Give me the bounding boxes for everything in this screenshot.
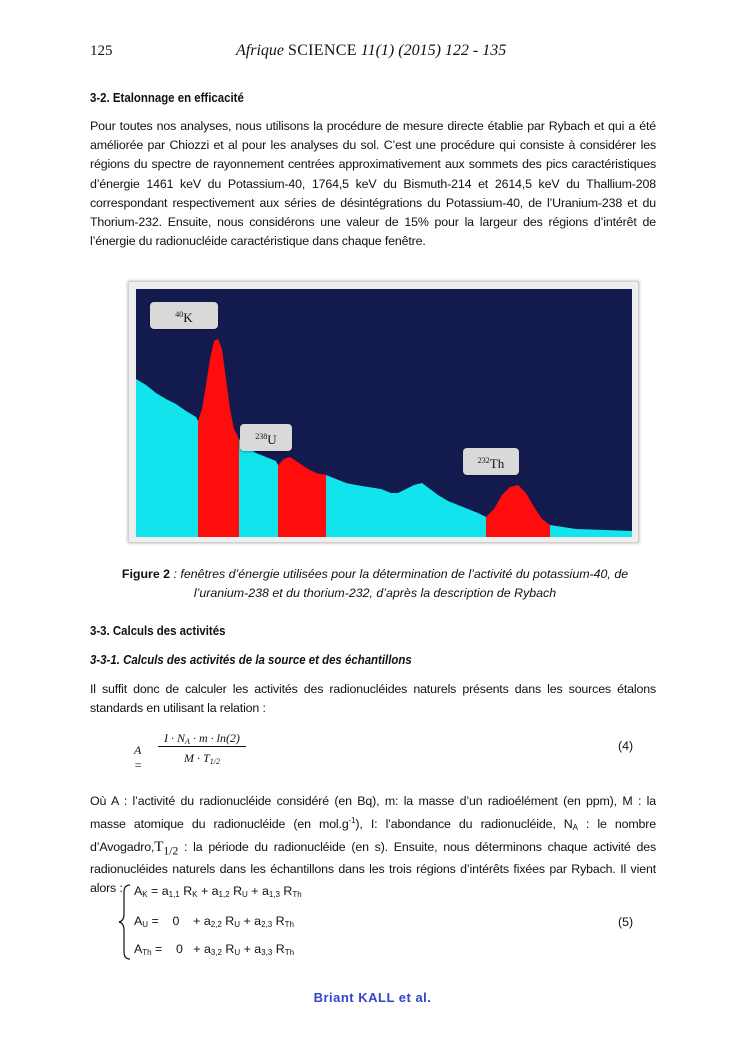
- equation-subscript: 2,3: [261, 920, 273, 929]
- journal-name: SCIENCE: [288, 42, 357, 59]
- equation-term: R: [229, 884, 243, 898]
- equation-term: = a: [147, 884, 169, 898]
- journal-header: [236, 42, 506, 60]
- equation-term: R: [272, 942, 285, 956]
- equation-term: A: [134, 884, 143, 898]
- label-thorium-232: $^{232}$Th: [463, 448, 519, 475]
- equation-term: + a: [240, 914, 262, 928]
- journal-italic: Afrique: [236, 42, 284, 59]
- equation-term: R: [272, 914, 285, 928]
- equation-term: = 0 + a: [148, 914, 211, 928]
- section-heading-3-2: 3-2. Etalonnage en efficacité: [90, 90, 244, 105]
- label-uranium-238: $^{238}$U: [240, 424, 292, 451]
- eq4-denominator: $M \cdot T_{1/2}$: [184, 751, 220, 766]
- equation-row-k: [134, 884, 302, 899]
- equation-subscript: 1,3: [268, 890, 280, 899]
- equation-subscript: U: [234, 948, 241, 957]
- equation-4-number: (4): [618, 739, 634, 753]
- label-potassium-40: $^{40}$K: [150, 302, 218, 329]
- journal-ref: 11(1) (2015) 122 - 135: [360, 42, 507, 59]
- eq4-numerator: $I \cdot N_A \cdot m \cdot \ln(2)$: [158, 731, 246, 747]
- equation-subscript: Th: [284, 920, 294, 929]
- figure-caption: [110, 565, 640, 602]
- equation-subscript: U: [142, 920, 149, 929]
- equation-term: R: [221, 914, 235, 928]
- equation-subscript: K: [192, 890, 198, 899]
- equation-term: R: [221, 942, 235, 956]
- caption-text: : fenêtres d’énergie utilisées pour la détermination de l’activité du potassium-40, de l’uranium-238 et du thorium-232, d’après la description de Rybach: [170, 567, 629, 600]
- brace-icon: [118, 884, 132, 960]
- equation-term: + a: [197, 884, 219, 898]
- caption-label: Figure 2: [121, 567, 171, 581]
- equation-subscript: Th: [142, 948, 152, 957]
- equation-term: + a: [240, 942, 262, 956]
- equation-subscript: 2,2: [210, 920, 222, 929]
- equation-term: A: [134, 942, 143, 956]
- equation-subscript: Th: [284, 948, 295, 957]
- equation-row-th: [134, 942, 294, 957]
- equation-row-u: [134, 914, 294, 929]
- figure-spectrum: [128, 281, 639, 543]
- equation-subscript: 1,2: [218, 890, 230, 899]
- page-number: 125: [90, 43, 113, 59]
- equation-subscript: 1,1: [168, 890, 180, 899]
- eq4-lhs: A =: [134, 743, 143, 772]
- equation-term: = 0 + a: [151, 942, 211, 956]
- equation-term: A: [134, 914, 143, 928]
- equation-subscript: 3,3: [261, 948, 273, 957]
- footer-authors: Briant KALL et al.: [313, 990, 432, 1005]
- equation-subscript: K: [142, 890, 148, 899]
- equation-subscript: 3,2: [210, 948, 222, 957]
- equation-term: R: [279, 884, 293, 898]
- paragraph-etalonnage: Pour toutes nos analyses, nous utilisons la procédure de mesure directe établie par Rybach et qui a été améliorée par Chiozzi et al pour les analyses du sol. C’est une procédure qui consiste à considérer les régions du spectre de rayonnement centrées approximativement aux sommets des pics caractéristiques d’énergie 1461 keV du Potassium-40, 1764,5 keV du Bismuth-214 et 2614,5 keV du Thallium-208 correspondant respectivement aux séries de désintégrations du Potassium-40, de l’Uranium-238 et du Thorium-232. Ensuite, nous considérons une valeur de 15% pour la largeur des régions d’intérêt de l’énergie du radionucléide caractéristique dans chaque fenêtre.: [90, 119, 656, 249]
- equation-subscript: U: [234, 920, 241, 929]
- equation-subscript: U: [242, 890, 248, 899]
- equation-5-number: (5): [618, 915, 634, 929]
- equation-term: + a: [247, 884, 269, 898]
- paragraph-intro: Il suffit donc de calculer les activités des radionucléides naturels présents dans les sources étalons standards en utilisant la relation :: [90, 682, 656, 716]
- paragraph-definitions: Où A : l’activité du radionucléide considéré (en Bq), m: la masse d’un radioélément (en ppm), M : la masse atomique du radionucléide (en $mol.g^{-1}$), I: l’abondance du radionucléide, $N_A$ : le nombre $d’Avogadro,T_{1/2}$ : la période du radionucléide (en s). Ensuite, nous déterminons chaque activité des radionucléides naturels dans les échantillons dans les trois régions d’intérêts fixées par Rybach. Il vient alors :: [90, 794, 656, 896]
- equation-term: R: [179, 884, 193, 898]
- equation-subscript: Th: [292, 890, 302, 899]
- section-heading-3-3: 3-3. Calculs des activités: [90, 623, 226, 638]
- subsection-heading-3-3-1: 3-3-1. Calculs des activités de la source et des échantillons: [90, 652, 412, 667]
